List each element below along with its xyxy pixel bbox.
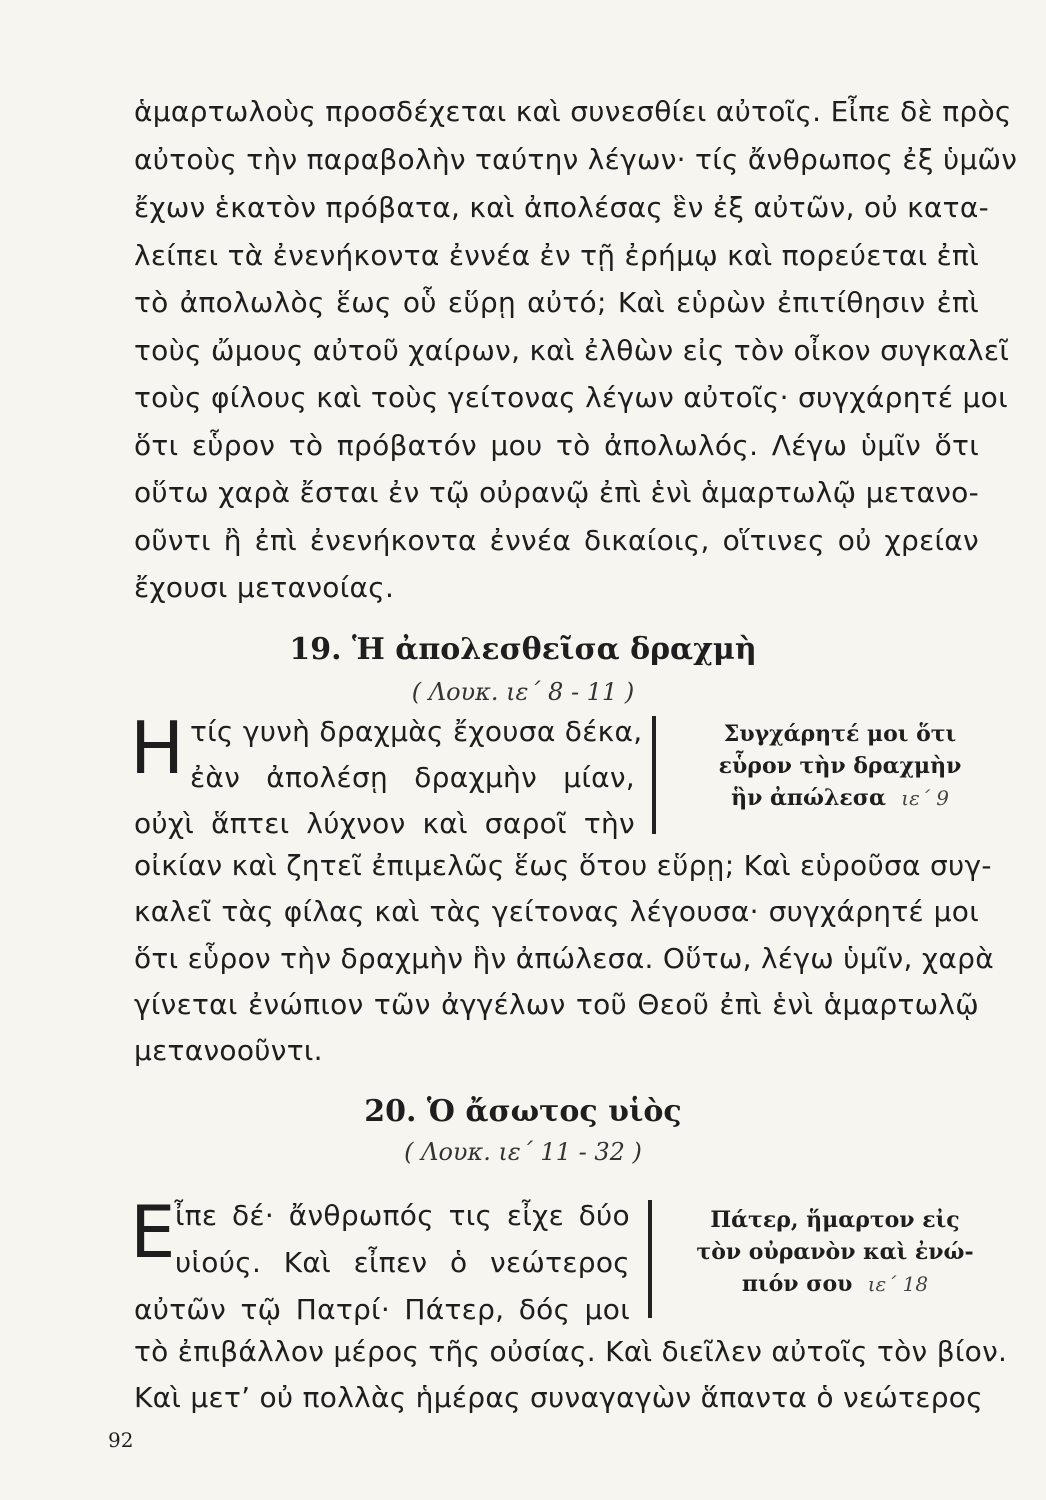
- text-line: Καὶ μετ’ οὐ πολλὰς ἡμέρας συναγαγὼν ἅπαντα ὁ νεώτερος: [134, 1381, 983, 1414]
- margin-note-line: τὸν οὐρανὸν καὶ ἐνώ-: [696, 1239, 974, 1265]
- text-line: τὸ ἐπιβάλλον μέρος τῆς οὐσίας. Καὶ διεῖλεν αὐτοῖς τὸν βίον.: [134, 1335, 1008, 1368]
- text-line: ὅτι εὗρον τὴν δραχμὴν ἣν ἀπώλεσα. Οὕτω, λέγω ὑμῖν, χαρὰ: [134, 942, 994, 975]
- margin-note-text: ἣν ἀπώλεσα: [731, 785, 886, 811]
- column-line: ἐὰν ἀπολέσῃ δραχμὴν μίαν,: [190, 761, 635, 794]
- section-20-title: 20. Ὁ ἄσωτος υἱὸς: [364, 1094, 682, 1129]
- margin-note-text: πιόν σου: [741, 1271, 853, 1297]
- section-20-reference: ( Λουκ. ιε΄ 11 - 32 ): [404, 1138, 642, 1166]
- verse-reference: ιε΄ 9: [901, 786, 949, 810]
- drop-cap: Ε: [130, 1190, 176, 1274]
- margin-note-line: Συγχάρητέ μοι ὅτι: [723, 721, 957, 747]
- margin-note: [690, 718, 990, 814]
- section-19-reference: ( Λουκ. ιε΄ 8 - 11 ): [411, 678, 635, 706]
- text-line: οὕτω χαρὰ ἔσται ἐν τῷ οὐρανῷ ἐπὶ ἑνὶ ἁμαρτωλῷ μετανο-: [134, 476, 979, 509]
- section-19-title: 19. Ἡ ἀπολεσθεῖσα δραχμὴ: [289, 632, 757, 667]
- verse-reference: ιε΄ 18: [867, 1272, 929, 1296]
- margin-note: [680, 1204, 990, 1300]
- column-line: αὐτῶν τῷ Πατρί· Πάτερ, δός μοι: [134, 1293, 630, 1326]
- text-line: καλεῖ τὰς φίλας καὶ τὰς γείτονας λέγουσα· συγχάρητέ μοι: [134, 895, 979, 928]
- margin-note-line: [680, 1268, 990, 1300]
- drop-cap: Η: [130, 706, 185, 790]
- column-line: τίς γυνὴ δραχμὰς ἔχουσα δέκα,: [190, 715, 643, 748]
- text-line: αὐτοὺς τὴν παραβολὴν ταύτην λέγων· τίς ἄνθρωπος ἐξ ὑμῶν: [134, 143, 1018, 176]
- text-line: τοὺς ὤμους αὐτοῦ χαίρων, καὶ ἐλθὼν εἰς τὸν οἶκον συγκαλεῖ: [134, 334, 1010, 367]
- text-line: ἔχουσι μετανοίας.: [134, 571, 395, 604]
- text-line: ὅτι εὗρον τὸ πρόβατόν μου τὸ ἀπολωλός. Λέγω ὑμῖν ὅτι: [134, 429, 979, 462]
- text-line: ἔχων ἑκατὸν πρόβατα, καὶ ἀπολέσας ἓν ἐξ αὐτῶν, οὐ κατα-: [134, 191, 989, 224]
- column-line: οὐχὶ ἅπτει λύχνον καὶ σαροῖ τὴν: [134, 807, 635, 840]
- text-line: οῦντι ἢ ἐπὶ ἐνενήκοντα ἐννέα δικαίοις, οἵτινες οὐ χρείαν: [134, 524, 979, 557]
- page-number: 92: [108, 1428, 134, 1452]
- text-line: ἁμαρτωλοὺς προσδέχεται καὶ συνεσθίει αὐτοῖς. Εἶπε δὲ πρὸς: [134, 95, 1012, 128]
- text-line: γίνεται ἐνώπιον τῶν ἀγγέλων τοῦ Θεοῦ ἐπὶ ἑνὶ ἁμαρτωλῷ: [134, 988, 979, 1021]
- column-line: υἱούς. Καὶ εἶπεν ὁ νεώτερος: [175, 1246, 630, 1279]
- margin-note-line: εὗρον τὴν δραχμὴν: [718, 753, 962, 779]
- text-line: μετανοοῦντι.: [134, 1034, 323, 1067]
- text-line: οἰκίαν καὶ ζητεῖ ἐπιμελῶς ἕως ὅτου εὕρῃ; Καὶ εὑροῦσα συγ-: [134, 849, 992, 882]
- column-line: ἶπε δέ· ἄνθρωπός τις εἶχε δύο: [175, 1199, 630, 1232]
- margin-note-line: Πάτερ, ἥμαρτον εἰς: [710, 1207, 960, 1233]
- text-line: τὸ ἀπολωλὸς ἕως οὗ εὕρῃ αὐτό; Καὶ εὑρὼν ἐπιτίθησιν ἐπὶ: [134, 286, 979, 319]
- text-line: λείπει τὰ ἐνενήκοντα ἐννέα ἐν τῇ ἐρήμῳ καὶ πορεύεται ἐπὶ: [134, 239, 979, 272]
- text-line: τοὺς φίλους καὶ τοὺς γείτονας λέγων αὐτοῖς· συγχάρητέ μοι: [134, 381, 1008, 414]
- margin-rule: [652, 716, 656, 834]
- margin-note-line: [690, 782, 990, 814]
- margin-rule: [648, 1200, 652, 1318]
